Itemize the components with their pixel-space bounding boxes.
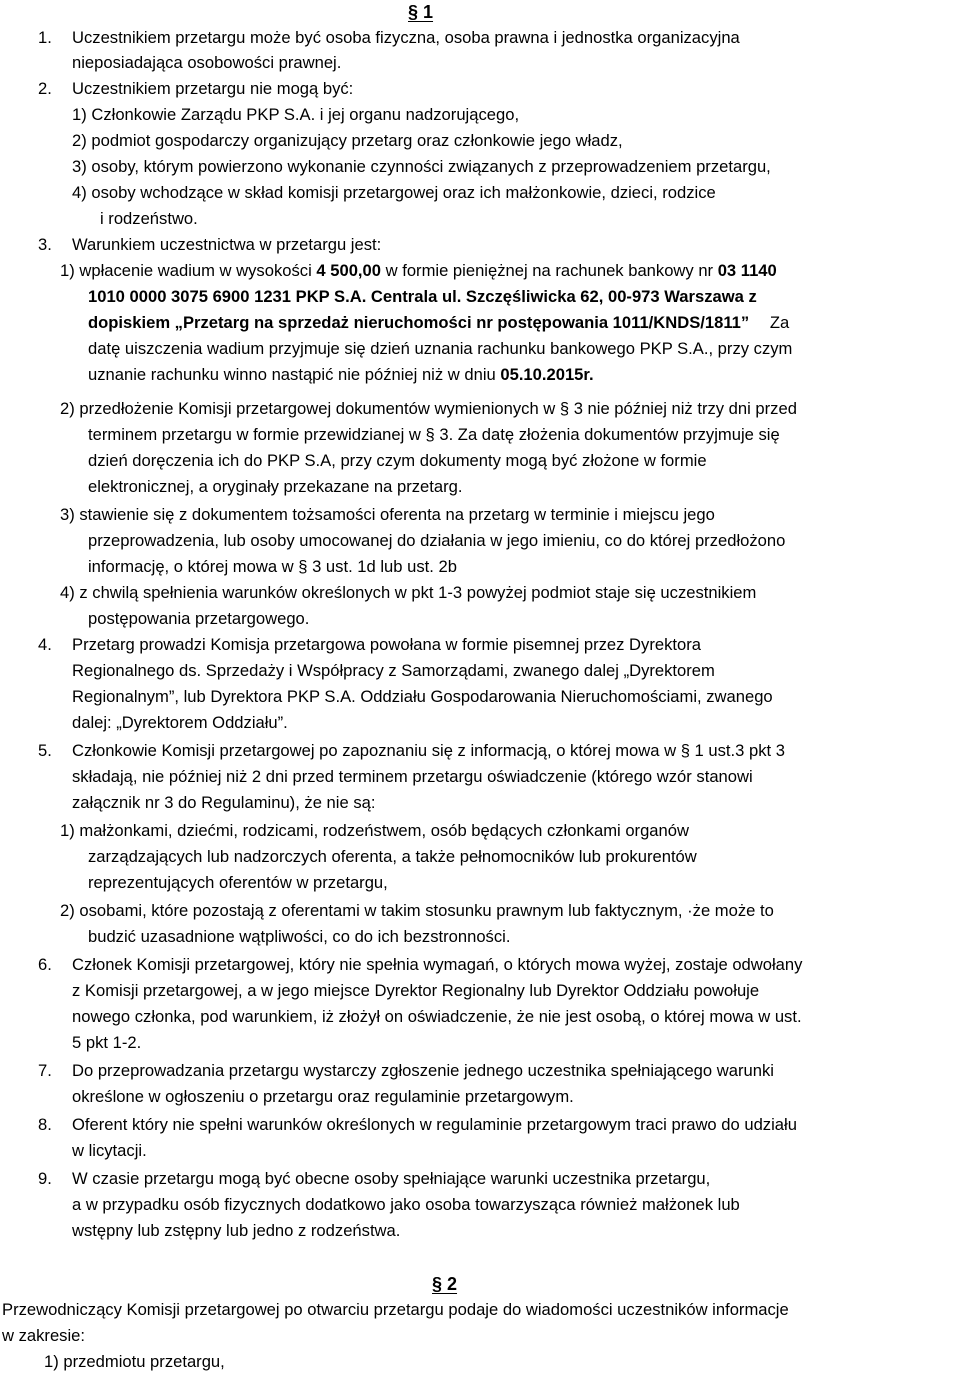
point-3-item-4-line-1: 4) z chwilą spełnienia warunków określonych w pkt 1-3 powyżej podmiot staje się uczestnikiem xyxy=(60,583,757,602)
bank-account-line: 1010 0000 3075 6900 1231 PKP S.A. Centrala ul. Szczęśliwicka 62, 00-973 Warszawa z xyxy=(88,287,757,306)
point-9-line-2: a w przypadku osób fizycznych dodatkowo jako osoba towarzysząca również małżonek lub xyxy=(72,1195,740,1214)
point-3-item-3-line-3: informację, o której mowa w § 3 ust. 1d lub ust. 2b xyxy=(88,557,457,576)
point-6-line-2: z Komisji przetargowej, a w jego miejsce Dyrektor Regionalny lub Dyrektor Oddziału powołuje xyxy=(72,981,760,1000)
point-8-line-2: w licytacji. xyxy=(72,1141,147,1160)
point-6-line-3: nowego członka, pod warunkiem, iż złożył on oświadczenie, że nie jest osobą, o której mowa w ust. xyxy=(72,1007,802,1026)
point-1-text: Uczestnikiem przetargu może być osoba fizyczna, osoba prawna i jednostka organizacyjna xyxy=(72,28,740,47)
point-number-1: 1. xyxy=(38,28,52,47)
point-7-line-2: określone w ogłoszeniu o przetargu oraz regulaminie przetargowym. xyxy=(72,1087,574,1106)
point-number-2: 2. xyxy=(38,79,52,98)
point-number-3: 3. xyxy=(38,235,52,254)
point-8-line-1: Oferent który nie spełni warunków określonych w regulaminie przetargowym traci prawo do udziału xyxy=(72,1115,797,1134)
section-heading-2: § 2 xyxy=(432,1274,458,1294)
point-5-item-2-line-1: 2) osobami, które pozostają z oferentami w takim stosunku prawnym lub faktycznym, ·że może to xyxy=(60,901,774,920)
bank-account-part-1: 03 1140 xyxy=(717,261,777,280)
point-3-intro: Warunkiem uczestnictwa w przetargu jest: xyxy=(72,235,382,254)
wadium-amount: 4 500,00 xyxy=(316,261,381,280)
point-9-line-1: W czasie przetargu mogą być obecne osoby spełniające warunki uczestnika przetargu, xyxy=(72,1169,711,1188)
point-3-item-4-line-2: postępowania przetargowego. xyxy=(88,609,310,628)
point-number-9: 9. xyxy=(38,1169,52,1188)
section-2-item-1: 1) przedmiotu przetargu, xyxy=(44,1352,225,1371)
deadline-date: 05.10.2015r. xyxy=(500,365,594,384)
transfer-title-tail: Za xyxy=(769,313,790,332)
point-number-5: 5. xyxy=(38,741,52,760)
point-3-item-2-line-1: 2) przedłożenie Komisji przetargowej dokumentów wymienionych w § 3 nie później niż trzy dni przed xyxy=(60,399,797,418)
point-3-item-1-line-4: datę uiszczenia wadium przyjmuje się dzień uznania rachunku bankowego PKP S.A., przy czym xyxy=(88,339,793,358)
point-6-line-4: 5 pkt 1-2. xyxy=(72,1033,142,1052)
point-number-6: 6. xyxy=(38,955,52,974)
section-2-line-2: w zakresie: xyxy=(2,1326,85,1345)
transfer-title: dopiskiem „Przetarg na sprzedaż nieruchomości nr postępowania 1011/KNDS/1811” xyxy=(88,313,750,332)
point-3-item-2-line-3: dzień doręczenia ich do PKP S.A, przy czym dokumenty mogą być złożone w formie xyxy=(88,451,707,470)
point-5-item-1-line-2: zarządzających lub nadzorczych oferenta, a także pełnomocników lub prokurentów xyxy=(88,847,697,866)
point-number-7: 7. xyxy=(38,1061,52,1080)
point-number-4: 4. xyxy=(38,635,52,654)
point-2-item-1: 1) Członkowie Zarządu PKP S.A. i jej organu nadzorującego, xyxy=(72,105,520,124)
point-2-intro: Uczestnikiem przetargu nie mogą być: xyxy=(72,79,354,98)
section-heading-1: § 1 xyxy=(408,2,434,22)
point-3-item-1-line-5 xyxy=(88,365,594,385)
point-5-item-2-line-2: budzić uzasadnione wątpliwości, co do ich bezstronności. xyxy=(88,927,511,946)
point-4-line-1: Przetarg prowadzi Komisja przetargowa powołana w formie pisemnej przez Dyrektora xyxy=(72,635,701,654)
point-5-line-3: załącznik nr 3 do Regulaminu), że nie są: xyxy=(72,793,376,812)
point-number-8: 8. xyxy=(38,1115,52,1134)
point-4-line-3: Regionalnym”, lub Dyrektora PKP S.A. Oddziału Gospodarowania Nieruchomościami, zwanego xyxy=(72,687,773,706)
point-6-line-1: Członek Komisji przetargowej, który nie spełnia wymagań, o których mowa wyżej, zostaje odwołany xyxy=(72,955,803,974)
section-2-line-1: Przewodniczący Komisji przetargowej po otwarciu przetargu podaje do wiadomości uczestników informacje xyxy=(2,1300,789,1319)
point-4-line-2: Regionalnego ds. Sprzedaży i Współpracy z Samorządami, zwanego dalej „Dyrektorem xyxy=(72,661,715,680)
transfer-title-line xyxy=(88,313,789,333)
point-7-line-1: Do przeprowadzania przetargu wystarczy zgłoszenie jednego uczestnika spełniającego warunki xyxy=(72,1061,774,1080)
point-2-item-4-line-1: 4) osoby wchodzące w skład komisji przetargowej oraz ich małżonkowie, dzieci, rodzice xyxy=(72,183,716,202)
point-2-item-4-line-2: i rodzeństwo. xyxy=(100,209,198,228)
point-3-item-2-line-2: terminem przetargu w formie przewidzianej w § 3. Za datę złożenia dokumentów przyjmuje się xyxy=(88,425,780,444)
point-2-item-3: 3) osoby, którym powierzono wykonanie czynności związanych z przeprowadzeniem przetargu, xyxy=(72,157,771,176)
point-5-line-2: składają, nie później niż 2 dni przed terminem przetargu oświadczenie (którego wzór stanowi xyxy=(72,767,753,786)
deadline-text: uznanie rachunku winno nastąpić nie później niż w dniu xyxy=(88,365,496,384)
point-4-line-4: dalej: „Dyrektorem Oddziału”. xyxy=(72,713,288,732)
point-5-item-1-line-3: reprezentujących oferentów w przetargu, xyxy=(88,873,388,892)
point-1-line-2: nieposiadająca osobowości prawnej. xyxy=(72,53,342,72)
point-5-item-1-line-1: 1) małżonkami, dziećmi, rodzicami, rodzeństwem, osób będących członkami organów xyxy=(60,821,689,840)
point-2-item-2: 2) podmiot gospodarczy organizujący przetarg oraz członkowie jego władz, xyxy=(72,131,623,150)
point-3-item-1-line-1 xyxy=(60,261,777,281)
wadium-text: 1) wpłacenie wadium w wysokości xyxy=(60,261,312,280)
point-3-item-3-line-2: przeprowadzenia, lub osoby umocowanej do działania w jego imieniu, co do której przedłożono xyxy=(88,531,786,550)
wadium-text-2: w formie pieniężnej na rachunek bankowy nr xyxy=(385,261,714,280)
point-1-line-1 xyxy=(72,28,958,48)
point-9-line-3: wstępny lub zstępny lub jedno z rodzeństwa. xyxy=(72,1221,401,1240)
point-5-line-1: Członkowie Komisji przetargowej po zapoznaniu się z informacją, o której mowa w § 1 ust.3 pkt 3 xyxy=(72,741,785,760)
point-3-item-2-line-4: elektronicznej, a oryginały przekazane na przetarg. xyxy=(88,477,463,496)
point-3-item-3-line-1: 3) stawienie się z dokumentem tożsamości oferenta na przetarg w terminie i miejscu jego xyxy=(60,505,715,524)
